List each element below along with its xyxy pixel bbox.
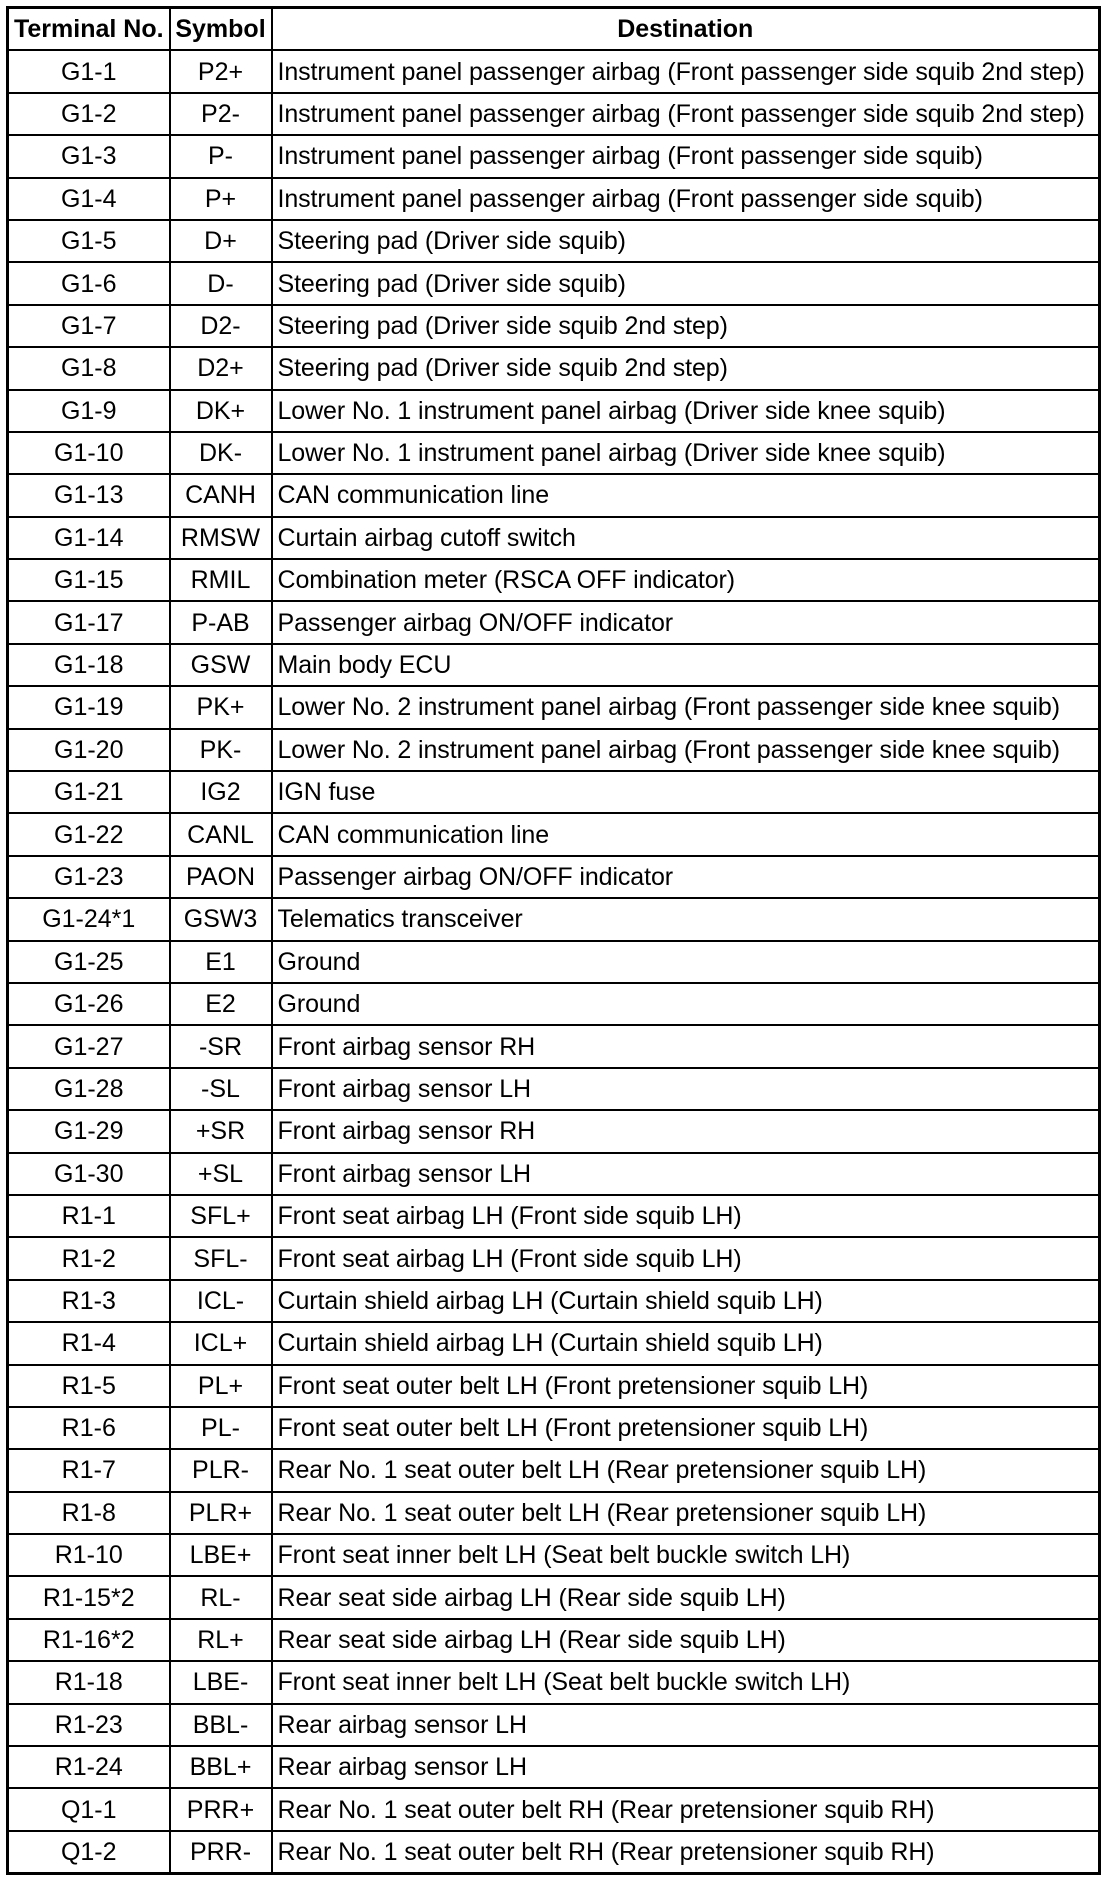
- terminal-cell: Q1-1: [8, 1788, 170, 1830]
- destination-cell: Lower No. 1 instrument panel airbag (Driver side knee squib): [272, 432, 1100, 474]
- table-row: [8, 220, 1100, 262]
- table-row: [8, 1746, 1100, 1788]
- symbol-cell: DK+: [170, 390, 272, 432]
- table-row: [8, 1534, 1100, 1576]
- terminal-table: [6, 6, 1101, 1875]
- table-row: [8, 1704, 1100, 1746]
- table-row: [8, 1619, 1100, 1661]
- terminal-cell: G1-7: [8, 305, 170, 347]
- table-row: [8, 517, 1100, 559]
- terminal-cell: R1-16*2: [8, 1619, 170, 1661]
- symbol-cell: -SR: [170, 1025, 272, 1067]
- symbol-cell: +SL: [170, 1153, 272, 1195]
- terminal-cell: G1-29: [8, 1110, 170, 1152]
- destination-cell: Passenger airbag ON/OFF indicator: [272, 856, 1100, 898]
- destination-cell: Steering pad (Driver side squib): [272, 262, 1100, 304]
- symbol-cell: GSW3: [170, 898, 272, 940]
- destination-cell: Front seat outer belt LH (Front pretensioner squib LH): [272, 1407, 1100, 1449]
- table-row: [8, 390, 1100, 432]
- symbol-cell: ICL-: [170, 1280, 272, 1322]
- table-row: [8, 771, 1100, 813]
- symbol-cell: BBL+: [170, 1746, 272, 1788]
- terminal-cell: R1-1: [8, 1195, 170, 1237]
- destination-cell: CAN communication line: [272, 474, 1100, 516]
- symbol-cell: P-: [170, 135, 272, 177]
- table-row: [8, 559, 1100, 601]
- terminal-cell: G1-3: [8, 135, 170, 177]
- table-row: [8, 50, 1100, 92]
- symbol-cell: +SR: [170, 1110, 272, 1152]
- destination-cell: Curtain shield airbag LH (Curtain shield squib LH): [272, 1322, 1100, 1364]
- terminal-cell: R1-4: [8, 1322, 170, 1364]
- table-row: [8, 1280, 1100, 1322]
- symbol-cell: P-AB: [170, 601, 272, 643]
- table-row: [8, 601, 1100, 643]
- destination-cell: Front seat outer belt LH (Front pretensioner squib LH): [272, 1365, 1100, 1407]
- table-row: [8, 1661, 1100, 1703]
- symbol-cell: PK+: [170, 686, 272, 728]
- terminal-cell: R1-18: [8, 1661, 170, 1703]
- symbol-cell: PLR-: [170, 1449, 272, 1491]
- table-row: [8, 813, 1100, 855]
- table-row: [8, 1492, 1100, 1534]
- table-row: [8, 1831, 1100, 1874]
- symbol-cell: BBL-: [170, 1704, 272, 1746]
- symbol-cell: D2-: [170, 305, 272, 347]
- symbol-cell: RMSW: [170, 517, 272, 559]
- symbol-cell: D-: [170, 262, 272, 304]
- symbol-cell: P2-: [170, 93, 272, 135]
- symbol-cell: PRR+: [170, 1788, 272, 1830]
- table-row: [8, 1576, 1100, 1618]
- destination-cell: Front seat inner belt LH (Seat belt buckle switch LH): [272, 1661, 1100, 1703]
- terminal-cell: G1-6: [8, 262, 170, 304]
- symbol-cell: PRR-: [170, 1831, 272, 1874]
- table-row: [8, 983, 1100, 1025]
- table-row: [8, 1365, 1100, 1407]
- header-row: [8, 8, 1100, 51]
- symbol-cell: PK-: [170, 729, 272, 771]
- terminal-cell: G1-18: [8, 644, 170, 686]
- symbol-cell: E2: [170, 983, 272, 1025]
- destination-cell: Lower No. 1 instrument panel airbag (Driver side knee squib): [272, 390, 1100, 432]
- destination-cell: Rear No. 1 seat outer belt RH (Rear pretensioner squib RH): [272, 1831, 1100, 1874]
- destination-cell: Rear seat side airbag LH (Rear side squib LH): [272, 1576, 1100, 1618]
- destination-cell: Front seat airbag LH (Front side squib LH): [272, 1237, 1100, 1279]
- symbol-cell: IG2: [170, 771, 272, 813]
- table-row: [8, 1153, 1100, 1195]
- terminal-cell: G1-22: [8, 813, 170, 855]
- symbol-cell: E1: [170, 941, 272, 983]
- symbol-cell: RL+: [170, 1619, 272, 1661]
- table-row: [8, 1237, 1100, 1279]
- destination-cell: Rear airbag sensor LH: [272, 1746, 1100, 1788]
- terminal-cell: R1-2: [8, 1237, 170, 1279]
- destination-cell: Curtain airbag cutoff switch: [272, 517, 1100, 559]
- terminal-cell: G1-2: [8, 93, 170, 135]
- table-row: [8, 93, 1100, 135]
- symbol-cell: DK-: [170, 432, 272, 474]
- terminal-cell: G1-13: [8, 474, 170, 516]
- header-terminal: Terminal No.: [8, 8, 170, 51]
- terminal-cell: G1-24*1: [8, 898, 170, 940]
- terminal-cell: R1-15*2: [8, 1576, 170, 1618]
- destination-cell: Lower No. 2 instrument panel airbag (Front passenger side knee squib): [272, 686, 1100, 728]
- table-row: [8, 1322, 1100, 1364]
- table-row: [8, 1449, 1100, 1491]
- table-body: [8, 50, 1100, 1873]
- terminal-cell: Q1-2: [8, 1831, 170, 1874]
- destination-cell: Steering pad (Driver side squib): [272, 220, 1100, 262]
- table-row: [8, 432, 1100, 474]
- destination-cell: Front seat airbag LH (Front side squib LH): [272, 1195, 1100, 1237]
- terminal-cell: R1-7: [8, 1449, 170, 1491]
- symbol-cell: P2+: [170, 50, 272, 92]
- symbol-cell: RMIL: [170, 559, 272, 601]
- terminal-cell: G1-30: [8, 1153, 170, 1195]
- table-row: [8, 305, 1100, 347]
- symbol-cell: SFL+: [170, 1195, 272, 1237]
- terminal-cell: G1-21: [8, 771, 170, 813]
- terminal-cell: R1-24: [8, 1746, 170, 1788]
- table-row: [8, 898, 1100, 940]
- destination-cell: Ground: [272, 941, 1100, 983]
- table-row: [8, 1110, 1100, 1152]
- table-row: [8, 686, 1100, 728]
- destination-cell: Front airbag sensor RH: [272, 1110, 1100, 1152]
- symbol-cell: LBE+: [170, 1534, 272, 1576]
- terminal-cell: R1-10: [8, 1534, 170, 1576]
- table-row: [8, 135, 1100, 177]
- table-row: [8, 729, 1100, 771]
- destination-cell: Curtain shield airbag LH (Curtain shield squib LH): [272, 1280, 1100, 1322]
- table-row: [8, 644, 1100, 686]
- terminal-cell: G1-14: [8, 517, 170, 559]
- symbol-cell: PL-: [170, 1407, 272, 1449]
- terminal-cell: G1-28: [8, 1068, 170, 1110]
- symbol-cell: CANH: [170, 474, 272, 516]
- symbol-cell: P+: [170, 178, 272, 220]
- terminal-cell: G1-26: [8, 983, 170, 1025]
- header-symbol: Symbol: [170, 8, 272, 51]
- destination-cell: Passenger airbag ON/OFF indicator: [272, 601, 1100, 643]
- destination-cell: Steering pad (Driver side squib 2nd step): [272, 347, 1100, 389]
- destination-cell: Front airbag sensor RH: [272, 1025, 1100, 1067]
- table-row: [8, 474, 1100, 516]
- table-row: [8, 262, 1100, 304]
- destination-cell: Rear No. 1 seat outer belt RH (Rear pretensioner squib RH): [272, 1788, 1100, 1830]
- terminal-cell: R1-3: [8, 1280, 170, 1322]
- symbol-cell: LBE-: [170, 1661, 272, 1703]
- terminal-cell: G1-10: [8, 432, 170, 474]
- destination-cell: Instrument panel passenger airbag (Front passenger side squib 2nd step): [272, 93, 1100, 135]
- terminal-cell: G1-15: [8, 559, 170, 601]
- destination-cell: Telematics transceiver: [272, 898, 1100, 940]
- destination-cell: Steering pad (Driver side squib 2nd step): [272, 305, 1100, 347]
- table-row: [8, 347, 1100, 389]
- destination-cell: Instrument panel passenger airbag (Front passenger side squib): [272, 135, 1100, 177]
- terminal-cell: R1-5: [8, 1365, 170, 1407]
- terminal-cell: G1-5: [8, 220, 170, 262]
- symbol-cell: ICL+: [170, 1322, 272, 1364]
- destination-cell: Front airbag sensor LH: [272, 1153, 1100, 1195]
- terminal-cell: G1-1: [8, 50, 170, 92]
- terminal-cell: G1-9: [8, 390, 170, 432]
- symbol-cell: PL+: [170, 1365, 272, 1407]
- destination-cell: Instrument panel passenger airbag (Front passenger side squib): [272, 178, 1100, 220]
- destination-cell: Combination meter (RSCA OFF indicator): [272, 559, 1100, 601]
- symbol-cell: GSW: [170, 644, 272, 686]
- table-row: [8, 178, 1100, 220]
- destination-cell: Rear airbag sensor LH: [272, 1704, 1100, 1746]
- destination-cell: Instrument panel passenger airbag (Front passenger side squib 2nd step): [272, 50, 1100, 92]
- table-row: [8, 1195, 1100, 1237]
- table-row: [8, 1407, 1100, 1449]
- symbol-cell: PAON: [170, 856, 272, 898]
- terminal-cell: G1-4: [8, 178, 170, 220]
- terminal-cell: G1-23: [8, 856, 170, 898]
- symbol-cell: CANL: [170, 813, 272, 855]
- table-header: [8, 8, 1100, 51]
- terminal-cell: R1-23: [8, 1704, 170, 1746]
- destination-cell: Ground: [272, 983, 1100, 1025]
- table-row: [8, 1025, 1100, 1067]
- symbol-cell: D2+: [170, 347, 272, 389]
- terminal-cell: G1-27: [8, 1025, 170, 1067]
- terminal-cell: G1-8: [8, 347, 170, 389]
- terminal-cell: G1-20: [8, 729, 170, 771]
- terminal-cell: R1-8: [8, 1492, 170, 1534]
- symbol-cell: SFL-: [170, 1237, 272, 1279]
- header-destination: Destination: [272, 8, 1100, 51]
- table-row: [8, 1068, 1100, 1110]
- terminal-cell: G1-19: [8, 686, 170, 728]
- terminal-cell: G1-25: [8, 941, 170, 983]
- table-row: [8, 856, 1100, 898]
- terminal-cell: R1-6: [8, 1407, 170, 1449]
- terminal-cell: G1-17: [8, 601, 170, 643]
- destination-cell: Rear seat side airbag LH (Rear side squib LH): [272, 1619, 1100, 1661]
- destination-cell: Main body ECU: [272, 644, 1100, 686]
- destination-cell: IGN fuse: [272, 771, 1100, 813]
- symbol-cell: D+: [170, 220, 272, 262]
- destination-cell: Rear No. 1 seat outer belt LH (Rear pretensioner squib LH): [272, 1492, 1100, 1534]
- symbol-cell: -SL: [170, 1068, 272, 1110]
- table-row: [8, 1788, 1100, 1830]
- destination-cell: Lower No. 2 instrument panel airbag (Front passenger side knee squib): [272, 729, 1100, 771]
- destination-cell: Front airbag sensor LH: [272, 1068, 1100, 1110]
- symbol-cell: PLR+: [170, 1492, 272, 1534]
- destination-cell: CAN communication line: [272, 813, 1100, 855]
- destination-cell: Front seat inner belt LH (Seat belt buckle switch LH): [272, 1534, 1100, 1576]
- symbol-cell: RL-: [170, 1576, 272, 1618]
- table-row: [8, 941, 1100, 983]
- destination-cell: Rear No. 1 seat outer belt LH (Rear pretensioner squib LH): [272, 1449, 1100, 1491]
